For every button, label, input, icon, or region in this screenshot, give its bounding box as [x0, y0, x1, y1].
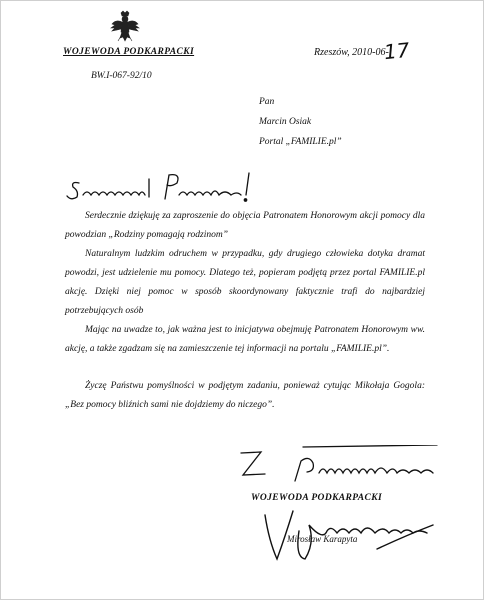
signatory-name: Mirosław Karapyta: [287, 534, 358, 544]
paragraph-3: Mając na uwadze to, jak ważna jest to inicjatywa obejmuję Patronatem Honorowym ww. akcję, a także zgadzam się na zamieszczenie tej informacji na portalu „FAMILIE.pl”.: [65, 325, 425, 354]
issuing-authority: WOJEWODA PODKARPACKI: [63, 47, 195, 57]
handwritten-date-day: 17: [382, 37, 411, 65]
signatory-title: WOJEWODA PODKARPACKI: [251, 493, 383, 503]
handwritten-closing: [237, 445, 457, 493]
paragraph-4: Życzę Państwu pomyślności w podjętym zadaniu, ponieważ cytując Mikołaja Gogola: „Bez pomocy bliźnich sami nie dojdziemy do niczego”.: [65, 381, 425, 410]
polish-eagle-emblem-icon: [110, 10, 140, 44]
paragraph-2: Naturalnym ludzkim odruchem w przypadku, gdy drugiego człowieka dotyka dramat powodzi, jest udzielenie mu pomocy. Dlatego też, popieram podjętą przez portal FAMILIE.pl akcję. Dzięki niej pomoc w sposób skoordynowany faktycznie trafi do najbardziej potrzebujących osób: [65, 249, 425, 316]
paragraph-1: Serdecznie dziękuję za zaproszenie do objęcia Patronatem Honorowym akcji pomocy dla powodzian „Rodziny pomagają rodzinom”: [65, 211, 425, 240]
place-and-date: Rzeszów, 2010-06-: [314, 47, 389, 58]
recipient-title: Pan: [259, 97, 275, 107]
recipient-portal: Portal „FAMILIE.pl”: [259, 137, 342, 147]
handwritten-salutation: [65, 169, 305, 209]
reference-number: BW.I-067-92/10: [91, 71, 152, 81]
recipient-name: Marcin Osiak: [259, 117, 312, 127]
